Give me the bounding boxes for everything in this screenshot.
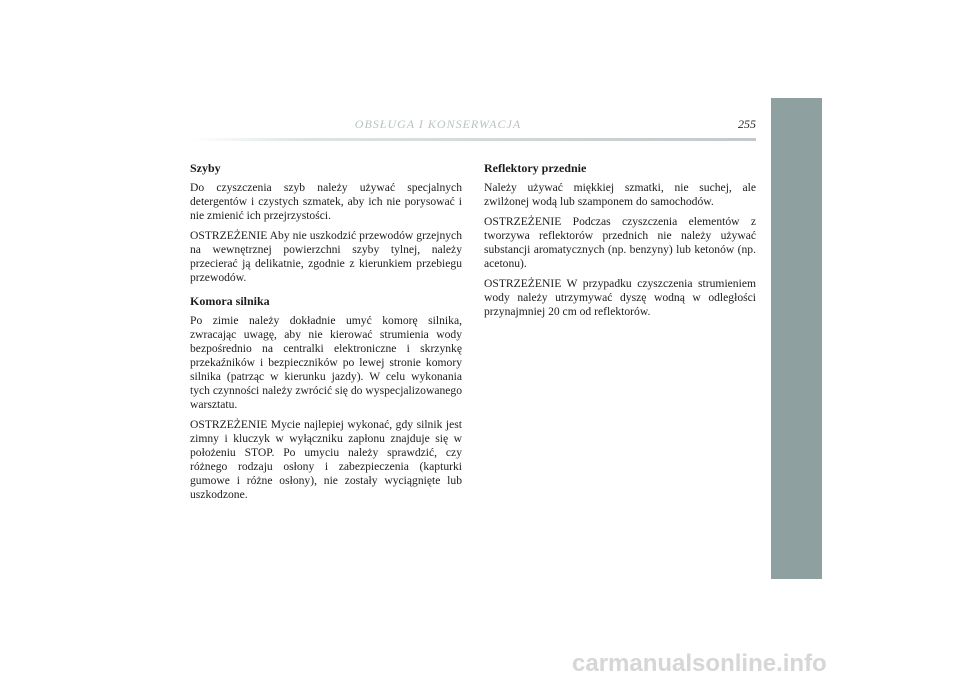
warning-paragraph: OSTRZEŻENIE Mycie najlepiej wykonać, gdy silnik jest zimny i kluczyk w wyłączniku zapłonu znajduje się w położeniu STOP. Po umyciu należy sprawdzić, czy różnego rodzaju osłony i zabezpieczenia (kapturki gumowe i różne osłony), nie zostały wyciągnięte lub uszkodzone. <box>190 418 462 501</box>
section-komora-silnika <box>190 294 462 502</box>
section-heading: Reflektory przednie <box>484 161 587 175</box>
warning-paragraph: OSTRZEŻENIE Podczas czyszczenia elementów z tworzywa reflektorów przednich nie należy używać substancji aromatycznych (np. benzyny) lub ketonów (np. acetonu). <box>484 215 756 270</box>
page-number: 255 <box>738 117 756 131</box>
section-szyby <box>190 161 462 285</box>
section-reflektory-przednie <box>484 161 756 319</box>
page-header <box>190 117 756 137</box>
section-heading: Szyby <box>190 161 221 175</box>
section-side-tab <box>771 98 822 579</box>
warning-paragraph: OSTRZEŻENIE W przypadku czyszczenia strumieniem wody należy utrzymywać dyszę wodną w odległości przynajmniej 20 cm od reflektorów. <box>484 277 756 318</box>
paragraph: Do czyszczenia szyb należy używać specjalnych detergentów i czystych szmatek, aby ich nie porysować i nie zmienić ich przejrzystości. <box>190 181 462 222</box>
left-column <box>190 161 462 508</box>
right-column <box>484 161 756 325</box>
warning-paragraph: OSTRZEŻENIE Aby nie uszkodzić przewodów grzejnych na wewnętrznej powierzchni szyby tylnej, należy przecierać ją delikatnie, zgodnie z kierunkiem przebiegu przewodów. <box>190 229 462 284</box>
paragraph: Należy używać miękkiej szmatki, nie suchej, ale zwilżonej wodą lub szamponem do samochodów. <box>484 181 756 208</box>
paragraph: Po zimie należy dokładnie umyć komorę silnika, zwracając uwagę, aby nie kierować strumienia wody bezpośrednio na centralki elektroniczne i skrzynkę przekaźników i bezpieczników po lewej stronie komory silnika (patrząc w kierunku jazdy). W celu wykonania tych czynności należy zwrócić się do wyspecjalizowanego warsztatu. <box>190 314 462 411</box>
watermark: carmanualsonline.info <box>572 650 827 677</box>
header-rule <box>190 138 756 141</box>
header-title: OBSŁUGA I KONSERWACJA <box>354 117 522 131</box>
section-heading: Komora silnika <box>190 294 270 308</box>
